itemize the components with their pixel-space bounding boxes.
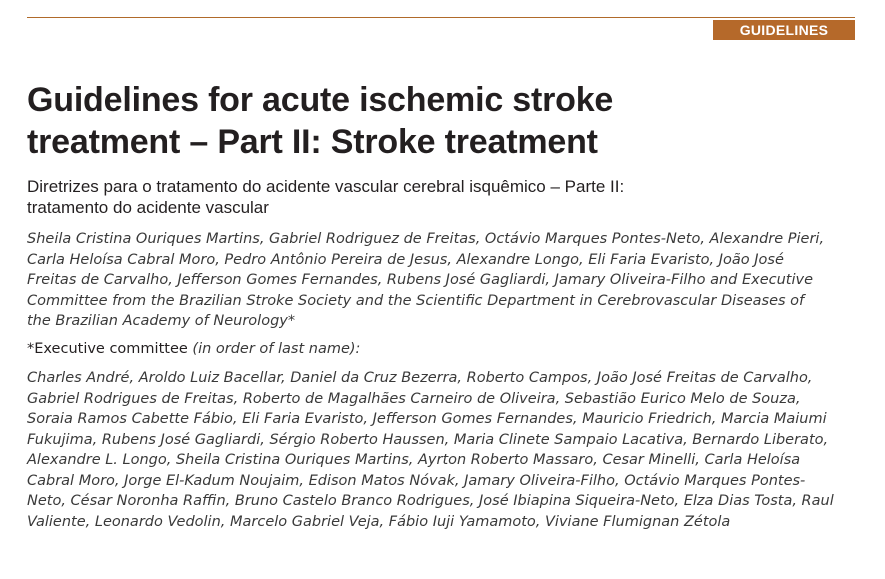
article-subtitle xyxy=(27,176,827,218)
header-rule xyxy=(27,17,855,18)
author-list: Sheila Cristina Ouriques Martins, Gabriel Rodriguez de Freitas, Octávio Marques Pontes-Neto, Alexandre Pieri, Carla Heloísa Cabral Moro, Pedro Antônio Pereira de Jesus, Alexandre Longo, Eli Faria Evaristo, João José Freitas de Carvalho, Jefferson Gomes Fernandes, Rubens José Gagliardi, Jamary Oliveira-Filho and Executive Committee from the Brazilian Stroke Society and the Scientific Department in Cerebrovascular Diseases of the Brazilian Academy of Neurology* xyxy=(27,231,825,329)
article-title-line-1: Guidelines for acute ischemic stroke xyxy=(27,81,614,119)
article-title xyxy=(27,79,807,163)
committee-member-list: Charles André, Aroldo Luiz Bacellar, Daniel da Cruz Bezerra, Roberto Campos, João José Freitas de Carvalho, Gabriel Rodrigues de Freitas, Roberto de Magalhães Carneiro de Oliveira, Sebastião Eurico Melo de Souza, Soraia Ramos Cabette Fábio, Eli Faria Evaristo, Jefferson Gomes Fernandes, Mauricio Friedrich, Marcia Maiumi Fukujima, Rubens José Gagliardi, Sérgio Roberto Haussen, Maria Clinete Sampaio Lacativa, Bernardo Liberato, Alexandre L. Longo, Sheila Cristina Ouriques Martins, Ayrton Roberto Massaro, Cesar Minelli, Carla Heloísa Cabral Moro, Jorge El-Kadum Noujaim, Edison Matos Nóvak, Jamary Oliveira-Filho, Octávio Marques Pontes-Neto, César Noronha Raffin, Bruno Castelo Branco Rodrigues, José Ibiapina Siqueira-Neto, Elza Dias Tosta, Raul Valiente, Leonardo Vedolin, Marcelo Gabriel Veja, Fábio Iuji Yamamoto, Viviane Flumignan Zétola xyxy=(27,370,834,530)
article-title-line-2: treatment – Part II: Stroke treatment xyxy=(27,123,598,161)
article-subtitle-line-1: Diretrizes para o tratamento do acidente vascular cerebral isquêmico – Parte II: xyxy=(27,177,625,196)
committee-note: (in order of last name): xyxy=(192,341,361,357)
article-subtitle-line-2: tratamento do acidente vascular xyxy=(27,198,269,217)
section-badge: GUIDELINES xyxy=(713,20,855,40)
committee-label: *Executive committee xyxy=(27,341,188,357)
committee-heading xyxy=(27,339,827,359)
